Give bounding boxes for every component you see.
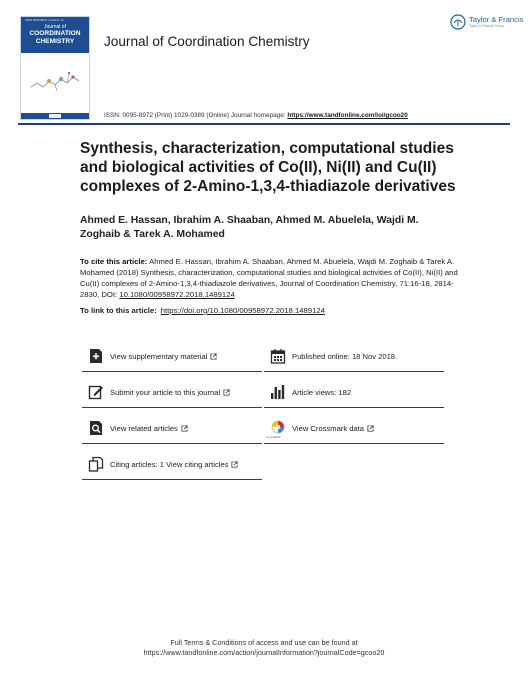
crossmark-row[interactable] bbox=[264, 414, 444, 444]
article-views-label: Article views: 182 bbox=[292, 388, 352, 397]
footer-terms-line: Full Terms & Conditions of access and use can be found at bbox=[170, 638, 358, 647]
row-divider bbox=[82, 407, 262, 408]
supplementary-material-label bbox=[110, 352, 217, 361]
bar-chart-icon bbox=[270, 384, 286, 400]
publisher-name: Taylor & Francis bbox=[469, 15, 524, 24]
citing-articles-label bbox=[110, 460, 238, 469]
external-link-icon bbox=[367, 425, 374, 432]
issn-text: ISSN: 0095-8972 (Print) 1029-0389 (Online) Journal homepage: bbox=[104, 112, 288, 119]
cover-publisher-mark bbox=[49, 114, 61, 118]
external-link-icon bbox=[223, 389, 230, 396]
submit-text: Submit your article to this journal bbox=[110, 388, 221, 397]
citing-documents-icon bbox=[88, 456, 104, 472]
cover-molecule-illustration bbox=[29, 69, 81, 95]
related-articles-label bbox=[110, 424, 188, 433]
row-divider bbox=[264, 371, 444, 372]
published-date-label: Published online: 18 Nov 2018. bbox=[292, 352, 398, 361]
cover-journal-label: Journal of bbox=[44, 24, 66, 30]
crossmark-label bbox=[292, 424, 374, 433]
citation-label: To cite this article: bbox=[80, 257, 148, 266]
publisher-subname: Taylor & Francis Group bbox=[469, 24, 504, 28]
row-divider bbox=[264, 407, 444, 408]
row-divider bbox=[82, 371, 262, 372]
article-authors: Ahmed E. Hassan, Ibrahim A. Shaaban, Ahmed M. Abuelela, Wajdi M. Zoghaib & Tarek A. Mohamed bbox=[80, 215, 419, 240]
cover-small-print: ISSN 0095-8972 | Volume 71 bbox=[25, 18, 64, 22]
article-doi-link[interactable]: https://doi.org/10.1080/00958972.2018.1489124 bbox=[160, 306, 325, 315]
citing-text: Citing articles: 1 View citing articles bbox=[110, 460, 229, 469]
cover-header-band bbox=[21, 17, 89, 53]
journal-homepage-link[interactable]: https://www.tandfonline.com/loi/gcoo20 bbox=[287, 112, 408, 119]
calendar-icon bbox=[270, 348, 286, 364]
citation-text: Ahmed E. Hassan, Ibrahim A. Shaaban, Ahmed M. Abuelela, Wajdi M. Zoghaib & Tarek A. Mohamed (2018) Synthesis, characterization, computational studies and biological activities of Co(II), Ni(II) and Cu(II) complexes of 2-Amino-1,3,4-thiadiazole derivatives, Journal of Coordination Chemistry, 71:16-18, 2814-2830, DOI: bbox=[80, 257, 458, 299]
cover-bottom-band bbox=[21, 113, 89, 119]
journal-cover bbox=[20, 16, 90, 120]
issn-line bbox=[104, 112, 408, 119]
external-link-icon bbox=[210, 353, 217, 360]
row-divider bbox=[82, 443, 262, 444]
crossmark-logo-text: CrossMark bbox=[266, 435, 281, 439]
search-document-icon bbox=[88, 420, 104, 436]
crossmark-text: View Crossmark data bbox=[292, 424, 365, 433]
row-divider bbox=[82, 479, 262, 480]
article-views-row bbox=[264, 378, 444, 408]
external-link-icon bbox=[181, 425, 188, 432]
crossmark-icon bbox=[270, 420, 286, 436]
row-divider bbox=[264, 443, 444, 444]
article-link-line bbox=[80, 306, 325, 315]
add-document-icon bbox=[88, 348, 104, 364]
submit-article-row[interactable] bbox=[82, 378, 262, 408]
edit-document-icon bbox=[88, 384, 104, 400]
published-date-row bbox=[264, 342, 444, 372]
supplementary-material-row[interactable] bbox=[82, 342, 262, 372]
taylor-francis-icon bbox=[450, 14, 466, 30]
cover-name-line1: COORDINATION bbox=[29, 30, 81, 37]
external-link-icon bbox=[231, 461, 238, 468]
related-articles-row[interactable] bbox=[82, 414, 262, 444]
header-divider bbox=[18, 123, 510, 125]
journal-title[interactable]: Journal of Coordination Chemistry bbox=[104, 34, 310, 49]
submit-article-label bbox=[110, 388, 230, 397]
citation-doi-link[interactable]: 10.1080/00958972.2018.1489124 bbox=[119, 290, 235, 299]
citation-block bbox=[80, 256, 458, 300]
footer-terms-link[interactable]: https://www.tandfonline.com/action/journalInformation?journalCode=gcoo20 bbox=[143, 648, 385, 657]
citing-articles-row[interactable] bbox=[82, 450, 262, 480]
cover-journal-name bbox=[21, 30, 89, 46]
related-text: View related articles bbox=[110, 424, 178, 433]
cover-name-line2: CHEMISTRY bbox=[35, 38, 75, 45]
article-title: Synthesis, characterization, computational studies and biological activities of Co(II), Ni(II) and Cu(II) complexes of 2-Amino-1,3,4-thiadiazole derivatives bbox=[80, 140, 456, 195]
supplementary-text: View supplementary material bbox=[110, 352, 208, 361]
link-label: To link to this article: bbox=[80, 306, 157, 315]
